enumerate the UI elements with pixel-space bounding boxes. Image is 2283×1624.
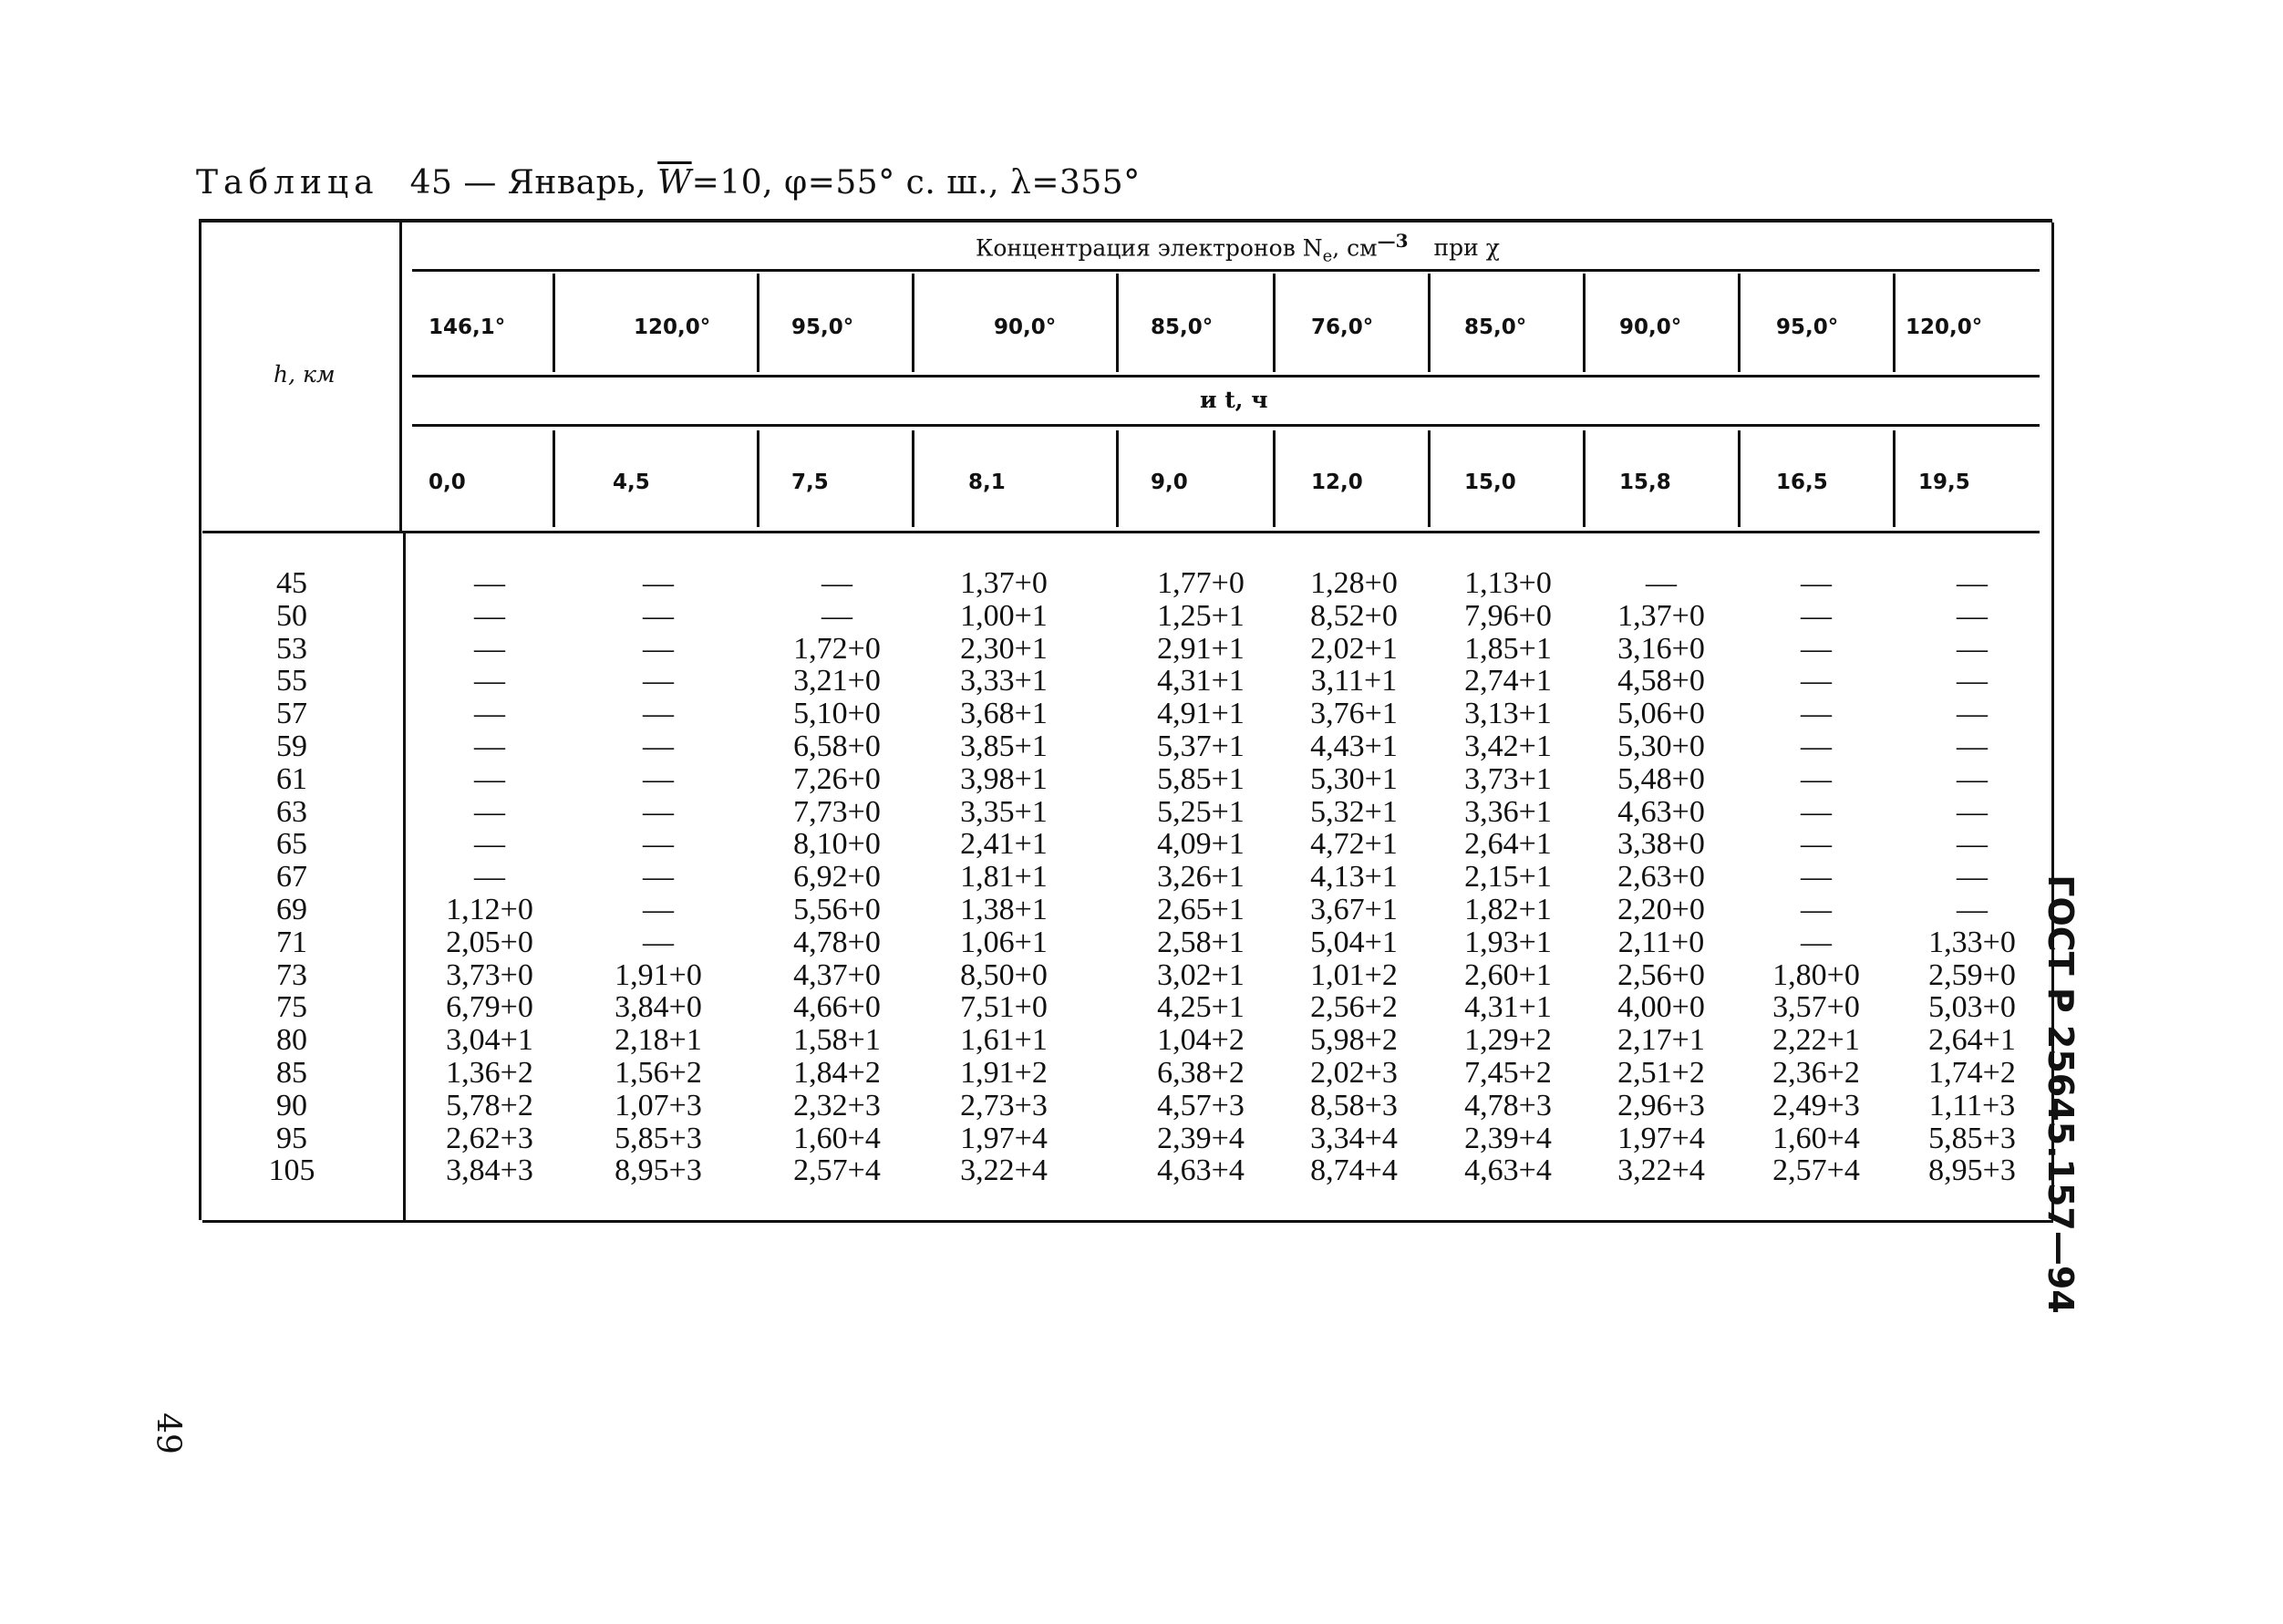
table-cell: —	[643, 664, 674, 698]
table-cell: 4,43+1	[1310, 729, 1398, 763]
table-cell: 7,51+0	[960, 990, 1048, 1025]
table-cell: 1,07+3	[615, 1088, 702, 1122]
altitude-cell: 57	[276, 697, 307, 731]
chi-header-cell: 90,0°	[1619, 315, 1682, 339]
chi-col-sep	[553, 274, 555, 372]
table-cell: —	[1801, 566, 1832, 600]
table-cell: —	[1957, 631, 1988, 666]
t-header-cell: 19,5	[1918, 471, 1970, 494]
t-header-cell: 15,0	[1464, 471, 1516, 494]
concentration-label: Концентрация электронов N	[976, 234, 1323, 262]
table-cell: 2,60+1	[1464, 957, 1552, 992]
table-cell: 5,10+0	[793, 697, 881, 731]
t-header-cell: 7,5	[791, 471, 829, 494]
t-col-sep	[1116, 430, 1119, 527]
chi-header-cell: 95,0°	[791, 315, 854, 339]
document-standard-label: ГОСТ Р 25645.157—94	[2040, 874, 2081, 1314]
table-cell: 3,22+4	[1617, 1153, 1705, 1188]
table-cell: 2,57+4	[793, 1153, 881, 1188]
altitude-cell: 53	[276, 631, 307, 666]
table-cell: 1,37+0	[1617, 598, 1705, 633]
caption-dash: —	[463, 164, 497, 202]
table-cell: 1,77+0	[1157, 566, 1245, 600]
table-cell: 5,32+1	[1310, 794, 1398, 829]
chi-col-sep	[912, 274, 914, 372]
table-cell: —	[474, 697, 505, 731]
t-col-sep	[553, 430, 555, 527]
table-cell: 3,68+1	[960, 697, 1048, 731]
table-cell: 8,50+0	[960, 957, 1048, 992]
table-cell: 3,26+1	[1157, 860, 1245, 895]
data-column	[412, 567, 567, 1187]
chi-header-cell: 85,0°	[1464, 315, 1527, 339]
table-cell: —	[474, 598, 505, 633]
table-cell: 1,33+0	[1928, 925, 2016, 959]
table-cell: 2,20+0	[1617, 892, 1705, 926]
table-cell: 2,41+1	[960, 827, 1048, 862]
data-column	[1123, 567, 1278, 1187]
table-cell: 6,38+2	[1157, 1055, 1245, 1090]
table-cell: 4,13+1	[1310, 860, 1398, 895]
caption-prefix: Таблица	[196, 164, 379, 202]
table-cell: 8,10+0	[793, 827, 881, 862]
table-cell: —	[474, 664, 505, 698]
table-cell: —	[643, 729, 674, 763]
table-cell: 2,39+4	[1157, 1121, 1245, 1155]
table-cell: 1,29+2	[1464, 1023, 1552, 1058]
t-col-sep	[757, 430, 759, 527]
table-caption	[196, 164, 1141, 202]
table-bottom-rule	[202, 1220, 2053, 1223]
t-col-sep	[912, 430, 914, 527]
table-cell: —	[1957, 729, 1988, 763]
table-cell: 4,78+0	[793, 925, 881, 959]
table-cell: 3,35+1	[960, 794, 1048, 829]
concentration-sub: e	[1322, 246, 1333, 266]
table-cell: —	[474, 827, 505, 862]
t-header-cell: 4,5	[613, 471, 650, 494]
table-cell: —	[1801, 827, 1832, 862]
table-cell: 1,06+1	[960, 925, 1048, 959]
table-cell: 4,78+3	[1464, 1088, 1552, 1122]
table-cell: 5,85+1	[1157, 761, 1245, 796]
table-cell: 3,42+1	[1464, 729, 1552, 763]
altitude-cell: 75	[276, 990, 307, 1025]
table-cell: 3,85+1	[960, 729, 1048, 763]
table-cell: —	[1646, 566, 1677, 600]
chi-header-cell: 90,0°	[994, 315, 1057, 339]
table-cell: 5,78+2	[446, 1088, 533, 1122]
table-cell: 1,82+1	[1464, 892, 1552, 926]
table-cell: 7,45+2	[1464, 1055, 1552, 1090]
table-cell: —	[643, 566, 674, 600]
caption-lambda: λ=355°	[1010, 164, 1141, 202]
table-cell: —	[643, 860, 674, 895]
concentration-rule	[412, 269, 2040, 272]
concentration-header	[976, 230, 1500, 265]
table-cell: 2,56+0	[1617, 957, 1705, 992]
altitude-cell: 65	[276, 827, 307, 862]
chi-row-rule	[412, 375, 2040, 378]
t-header-cell: 15,8	[1619, 471, 1671, 494]
table-cell: 5,30+1	[1310, 761, 1398, 796]
data-column	[759, 567, 914, 1187]
table-cell: 7,73+0	[793, 794, 881, 829]
table-cell: 3,33+1	[960, 664, 1048, 698]
table-cell: 4,63+4	[1464, 1153, 1552, 1188]
table-cell: 2,17+1	[1617, 1023, 1705, 1058]
table-cell: —	[474, 566, 505, 600]
table-cell: —	[1801, 697, 1832, 731]
data-column	[926, 567, 1081, 1187]
table-cell: —	[1801, 729, 1832, 763]
table-cell: 1,12+0	[446, 892, 533, 926]
altitude-cell: 71	[276, 925, 307, 959]
chi-col-sep	[1893, 274, 1896, 372]
table-cell: —	[643, 697, 674, 731]
table-cell: 6,58+0	[793, 729, 881, 763]
data-column	[1431, 567, 1586, 1187]
t-label-rule	[412, 424, 2040, 427]
caption-w-symbol: $\overline{W}$	[657, 164, 692, 202]
table-cell: 1,36+2	[446, 1055, 533, 1090]
table-cell: —	[1957, 566, 1988, 600]
t-col-sep	[1428, 430, 1431, 527]
altitude-cell: 73	[276, 957, 307, 992]
chi-header-cell: 85,0°	[1151, 315, 1214, 339]
table-cell: 2,51+2	[1617, 1055, 1705, 1090]
table-cell: 2,02+3	[1310, 1055, 1398, 1090]
table-cell: 5,85+3	[1928, 1121, 2016, 1155]
table-cell: 3,76+1	[1310, 697, 1398, 731]
table-cell: 1,60+4	[793, 1121, 881, 1155]
concentration-tail: при χ	[1433, 234, 1500, 262]
t-header-cell: 8,1	[968, 471, 1006, 494]
table-cell: 1,72+0	[793, 631, 881, 666]
t-header-cell: 9,0	[1151, 471, 1188, 494]
table-cell: 1,00+1	[960, 598, 1048, 633]
table-cell: —	[474, 761, 505, 796]
table-cell: 2,73+3	[960, 1088, 1048, 1122]
caption-number: 45	[409, 164, 453, 202]
table-cell: 1,38+1	[960, 892, 1048, 926]
table-cell: 5,25+1	[1157, 794, 1245, 829]
table-cell: 3,67+1	[1310, 892, 1398, 926]
altitude-cell: 95	[276, 1121, 307, 1155]
time-label-header: и t, ч	[1200, 387, 1268, 413]
table-cell: 2,57+4	[1772, 1153, 1860, 1188]
page-number: 49	[149, 1412, 187, 1454]
t-header-cell: 12,0	[1311, 471, 1363, 494]
altitude-cell: 45	[276, 566, 307, 600]
h-column-divider	[399, 222, 402, 531]
table-cell: 4,31+1	[1157, 664, 1245, 698]
table-cell: 3,22+4	[960, 1153, 1048, 1188]
table-top-rule	[199, 219, 2052, 222]
data-column	[1584, 567, 1739, 1187]
table-cell: 1,37+0	[960, 566, 1048, 600]
table-cell: —	[643, 827, 674, 862]
table-cell: —	[643, 794, 674, 829]
table-cell: —	[1801, 631, 1832, 666]
table-cell: 2,05+0	[446, 925, 533, 959]
table-cell: 4,63+0	[1617, 794, 1705, 829]
chi-col-sep	[1273, 274, 1276, 372]
table-cell: 7,96+0	[1464, 598, 1552, 633]
t-header-cell: 0,0	[429, 471, 466, 494]
table-cell: —	[474, 794, 505, 829]
altitude-column	[232, 567, 351, 1187]
table-cell: 4,63+4	[1157, 1153, 1245, 1188]
table-cell: —	[1801, 761, 1832, 796]
table-cell: 3,84+3	[446, 1153, 533, 1188]
table-cell: 4,66+0	[793, 990, 881, 1025]
table-cell: 2,15+1	[1464, 860, 1552, 895]
table-cell: —	[1957, 794, 1988, 829]
table-cell: 1,97+4	[1617, 1121, 1705, 1155]
altitude-cell: 63	[276, 794, 307, 829]
table-cell: 2,32+3	[793, 1088, 881, 1122]
table-cell: 3,16+0	[1617, 631, 1705, 666]
table-cell: 2,63+0	[1617, 860, 1705, 895]
table-cell: 5,03+0	[1928, 990, 2016, 1025]
table-cell: 2,96+3	[1617, 1088, 1705, 1122]
data-column	[1895, 567, 2050, 1187]
table-cell: 1,04+2	[1157, 1023, 1245, 1058]
table-cell: 3,84+0	[615, 990, 702, 1025]
table-cell: 2,11+0	[1617, 925, 1705, 959]
chi-header-cell: 120,0°	[1906, 315, 1983, 339]
data-column	[1276, 567, 1431, 1187]
t-col-sep	[1583, 430, 1586, 527]
table-cell: 4,57+3	[1157, 1088, 1245, 1122]
table-cell: 1,91+2	[960, 1055, 1048, 1090]
table-cell: —	[643, 598, 674, 633]
table-cell: —	[821, 566, 852, 600]
table-cell: 3,34+4	[1310, 1121, 1398, 1155]
altitude-cell: 59	[276, 729, 307, 763]
table-cell: 4,09+1	[1157, 827, 1245, 862]
table-cell: —	[474, 729, 505, 763]
table-cell: —	[643, 761, 674, 796]
table-cell: —	[1801, 598, 1832, 633]
caption-month: Январь,	[507, 164, 647, 202]
table-cell: 3,11+1	[1310, 664, 1398, 698]
table-cell: 1,80+0	[1772, 957, 1860, 992]
altitude-cell: 69	[276, 892, 307, 926]
table-cell: 2,59+0	[1928, 957, 2016, 992]
h-column-divider-body	[403, 533, 406, 1220]
table-cell: 2,30+1	[960, 631, 1048, 666]
table-cell: —	[1957, 598, 1988, 633]
table-cell: 2,39+4	[1464, 1121, 1552, 1155]
table-cell: 5,56+0	[793, 892, 881, 926]
table-cell: —	[474, 860, 505, 895]
table-cell: 5,48+0	[1617, 761, 1705, 796]
table-cell: 4,58+0	[1617, 664, 1705, 698]
table-cell: 3,36+1	[1464, 794, 1552, 829]
table-cell: 5,37+1	[1157, 729, 1245, 763]
table-cell: 8,74+4	[1310, 1153, 1398, 1188]
table-cell: 8,95+3	[1928, 1153, 2016, 1188]
table-cell: 1,28+0	[1310, 566, 1398, 600]
table-cell: —	[1801, 892, 1832, 926]
t-col-sep	[1738, 430, 1741, 527]
table-cell: 2,91+1	[1157, 631, 1245, 666]
altitude-cell: 105	[268, 1153, 315, 1188]
chi-col-sep	[1583, 274, 1586, 372]
table-cell: 1,91+0	[615, 957, 702, 992]
table-cell: —	[1801, 925, 1832, 959]
table-cell: 5,85+3	[615, 1121, 702, 1155]
chi-col-sep	[757, 274, 759, 372]
caption-w-value: =10,	[691, 164, 774, 202]
altitude-cell: 85	[276, 1055, 307, 1090]
table-cell: 1,11+3	[1928, 1088, 2016, 1122]
table-cell: 1,01+2	[1310, 957, 1398, 992]
table-cell: —	[643, 892, 674, 926]
table-cell: 6,92+0	[793, 860, 881, 895]
altitude-cell: 50	[276, 598, 307, 633]
t-header-cell: 16,5	[1776, 471, 1828, 494]
table-cell: —	[1957, 892, 1988, 926]
table-cell: —	[1957, 664, 1988, 698]
t-col-sep	[1893, 430, 1896, 527]
table-cell: 4,25+1	[1157, 990, 1245, 1025]
table-cell: 2,64+1	[1464, 827, 1552, 862]
table-left-border	[199, 222, 201, 1220]
chi-header-cell: 76,0°	[1311, 315, 1374, 339]
table-cell: 2,58+1	[1157, 925, 1245, 959]
table-cell: —	[643, 631, 674, 666]
table-cell: 2,62+3	[446, 1121, 533, 1155]
table-cell: 2,49+3	[1772, 1088, 1860, 1122]
table-cell: 3,38+0	[1617, 827, 1705, 862]
table-cell: 5,06+0	[1617, 697, 1705, 731]
data-column	[1739, 567, 1894, 1187]
table-cell: 1,58+1	[793, 1023, 881, 1058]
table-cell: 8,58+3	[1310, 1088, 1398, 1122]
table-cell: 7,26+0	[793, 761, 881, 796]
table-cell: 8,95+3	[615, 1153, 702, 1188]
table-cell: 4,31+1	[1464, 990, 1552, 1025]
table-cell: 1,25+1	[1157, 598, 1245, 633]
altitude-cell: 61	[276, 761, 307, 796]
table-cell: 4,37+0	[793, 957, 881, 992]
altitude-cell: 80	[276, 1023, 307, 1058]
header-bottom-rule	[202, 531, 2040, 533]
table-cell: 4,72+1	[1310, 827, 1398, 862]
table-cell: —	[1801, 664, 1832, 698]
chi-header-cell: 146,1°	[429, 315, 506, 339]
concentration-unit: , см	[1332, 234, 1378, 262]
table-cell: 2,22+1	[1772, 1023, 1860, 1058]
table-cell: 1,85+1	[1464, 631, 1552, 666]
table-cell: 1,81+1	[960, 860, 1048, 895]
caption-phi: φ=55° с. ш.,	[784, 164, 1000, 202]
table-cell: 3,13+1	[1464, 697, 1552, 731]
table-cell: 4,00+0	[1617, 990, 1705, 1025]
table-cell: 1,93+1	[1464, 925, 1552, 959]
table-cell: —	[474, 631, 505, 666]
table-cell: 3,73+0	[446, 957, 533, 992]
altitude-cell: 67	[276, 860, 307, 895]
table-cell: 5,04+1	[1310, 925, 1398, 959]
table-cell: 1,74+2	[1928, 1055, 2016, 1090]
table-cell: 1,97+4	[960, 1121, 1048, 1155]
table-cell: 3,04+1	[446, 1023, 533, 1058]
table-cell: 2,18+1	[615, 1023, 702, 1058]
table-cell: 6,79+0	[446, 990, 533, 1025]
chi-col-sep	[1738, 274, 1741, 372]
table-cell: 3,57+0	[1772, 990, 1860, 1025]
table-cell: 3,21+0	[793, 664, 881, 698]
table-cell: 8,52+0	[1310, 598, 1398, 633]
table-cell: —	[1957, 761, 1988, 796]
t-col-sep	[1273, 430, 1276, 527]
table-cell: 5,30+0	[1617, 729, 1705, 763]
table-cell: 3,02+1	[1157, 957, 1245, 992]
table-cell: —	[1957, 827, 1988, 862]
altitude-cell: 90	[276, 1088, 307, 1122]
data-column	[581, 567, 736, 1187]
row-label-header: h, км	[274, 361, 336, 388]
table-cell: 2,56+2	[1310, 990, 1398, 1025]
altitude-cell: 55	[276, 664, 307, 698]
table-cell: 2,64+1	[1928, 1023, 2016, 1058]
table-cell: 1,60+4	[1772, 1121, 1860, 1155]
table-cell: 3,98+1	[960, 761, 1048, 796]
table-cell: —	[1957, 697, 1988, 731]
concentration-exp: —3	[1377, 230, 1409, 252]
table-cell: —	[1801, 860, 1832, 895]
table-cell: 2,74+1	[1464, 664, 1552, 698]
table-cell: —	[821, 598, 852, 633]
table-cell: 1,84+2	[793, 1055, 881, 1090]
table-cell: 2,02+1	[1310, 631, 1398, 666]
table-cell: —	[1801, 794, 1832, 829]
table-cell: 3,73+1	[1464, 761, 1552, 796]
table-cell: 2,65+1	[1157, 892, 1245, 926]
table-cell: —	[643, 925, 674, 959]
table-cell: 4,91+1	[1157, 697, 1245, 731]
chi-header-cell: 120,0°	[634, 315, 711, 339]
chi-col-sep	[1116, 274, 1119, 372]
chi-header-cell: 95,0°	[1776, 315, 1839, 339]
table-cell: 1,56+2	[615, 1055, 702, 1090]
chi-col-sep	[1428, 274, 1431, 372]
table-cell: 1,13+0	[1464, 566, 1552, 600]
table-cell: —	[1957, 860, 1988, 895]
table-cell: 5,98+2	[1310, 1023, 1398, 1058]
table-cell: 2,36+2	[1772, 1055, 1860, 1090]
table-cell: 1,61+1	[960, 1023, 1048, 1058]
